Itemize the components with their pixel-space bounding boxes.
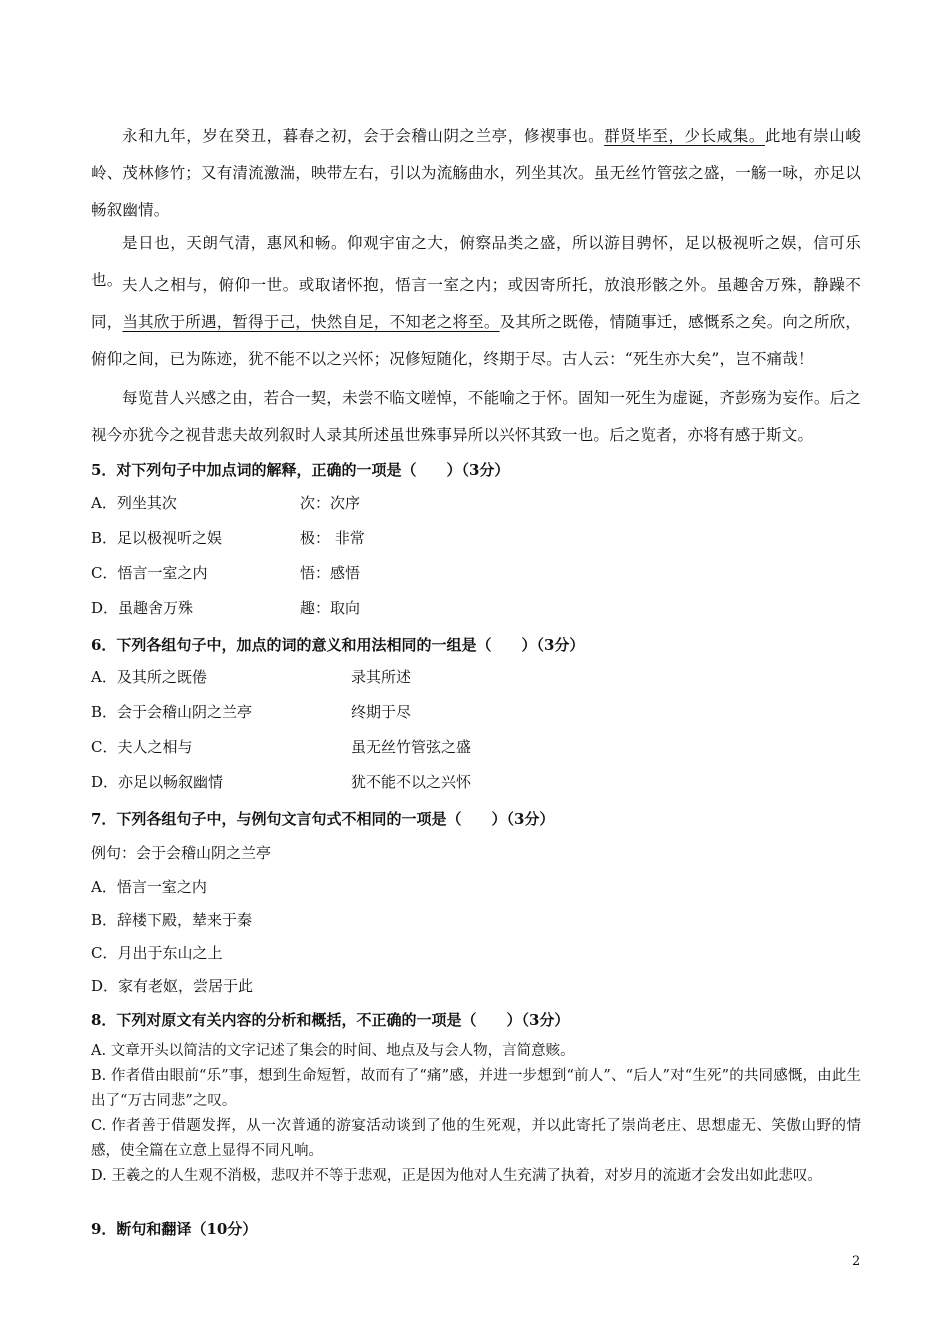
question-6-compare-a: 录其所述 xyxy=(351,668,412,686)
question-5-stem: 5．对下列句子中加点词的解释，正确的一项是（ ）（3分） xyxy=(91,461,510,479)
question-8-stem: 8．下列对原文有关内容的分析和概括，不正确的一项是（ ）（3分） xyxy=(91,1011,570,1029)
question-6-option-d: D．亦足以畅叙幽情 xyxy=(91,773,224,791)
passage-text: 永和九年，岁在癸丑，暮春之初，会于会稽山阴之兰亭，修禊事也。 xyxy=(122,127,605,145)
question-6-stem: 6．下列各组句子中，加点的词的意义和用法相同的一组是（ ）（3分） xyxy=(91,636,585,654)
question-7-stem: 7．下列各组句子中，与例句文言句式不相同的一项是（ ）（3分） xyxy=(91,810,555,828)
question-6-compare-d: 犹不能不以之兴怀 xyxy=(351,773,472,791)
passage-text: 此地有崇山峻岭、茂林修竹；又有清流激湍，映带左右，引以为流觞曲水，列坐其次。虽无丝竹管弦之盛，一觞一咏，亦足以畅叙幽情。 xyxy=(91,127,861,219)
question-6-compare-b: 终期于尽 xyxy=(351,703,412,721)
question-5-option-d: D．虽趣舍万殊 xyxy=(91,599,194,617)
passage-text: 夫人之相与，俯仰一世。或取诸怀抱，悟言一室之内；或因寄所托，放浪形骸之外。虽趣舍万殊，静躁不同， xyxy=(91,276,861,331)
question-7-option-a: A．悟言一室之内 xyxy=(91,878,207,896)
passage-paragraph-1 xyxy=(91,118,861,229)
question-5-option-c: C．悟言一室之内 xyxy=(91,564,208,582)
question-7-option-c: C．月出于东山之上 xyxy=(91,944,223,962)
question-6-option-a: A．及其所之既倦 xyxy=(91,668,207,686)
question-8-option-a: A. 文章开头以简洁的文字记述了集会的时间、地点及与会人物，言简意赅。 xyxy=(91,1043,575,1059)
question-7-option-d: D．家有老妪，尝居于此 xyxy=(91,977,254,995)
question-9-stem: 9．断句和翻译（10分） xyxy=(91,1220,258,1238)
question-8-option-c: C. 作者善于借题发挥，从一次普通的游宴活动谈到了他的生死观，并以此寄托了崇尚老庄、思想虚无、笑傲山野的情感，使全篇在立意上显得不同凡响。 xyxy=(91,1118,861,1159)
question-6-compare-c: 虽无丝竹管弦之盛 xyxy=(351,738,472,756)
passage-text: 及其所之既倦，情随事迁，感慨系之矣。向之所欣，俯仰之间，已为陈迹，犹不能不以之兴怀；况修短随化，终期于尽。古人云：“死生亦大矣”，岂不痛哉！ xyxy=(91,313,861,368)
passage-paragraph-4: 每览昔人兴感之由，若合一契，未尝不临文嗟悼，不能喻之于怀。固知一死生为虚诞，齐彭殇为妄作。后之视今亦犹今之视昔悲夫故列叙时人录其所述虽世殊事异所以兴怀其致一也。后之览者，亦将有感于斯文。 xyxy=(91,389,861,444)
question-5-gloss-c: 悟：感悟 xyxy=(300,564,361,582)
question-5-gloss-a: 次：次序 xyxy=(300,494,361,512)
page-number: 2 xyxy=(852,1254,861,1269)
passage-paragraph-3 xyxy=(91,267,861,378)
question-8-option-d: D. 王羲之的人生观不消极，悲叹并不等于悲观，正是因为他对人生充满了执着，对岁月的流逝才会发出如此悲叹。 xyxy=(91,1168,822,1184)
question-7-example: 例句：会于会稽山阴之兰亭 xyxy=(91,844,272,862)
question-5-gloss-b: 极： 非常 xyxy=(300,529,365,547)
question-8-option-b: B. 作者借由眼前“乐”事，想到生命短暂，故而有了“痛”感，并进一步想到“前人”、“后人”对“生死”的共同感慨，由此生出了“万古同悲”之叹。 xyxy=(91,1068,861,1109)
underlined-sentence: 当其欣于所遇，暂得于己，快然自足，不知老之将至。 xyxy=(122,313,500,331)
question-5-gloss-d: 趣：取向 xyxy=(300,599,361,617)
question-7-option-b: B．辞楼下殿，辇来于秦 xyxy=(91,911,253,929)
underlined-sentence: 群贤毕至，少长咸集。 xyxy=(604,127,765,145)
question-5-option-a: A．列坐其次 xyxy=(91,494,177,512)
question-8-options xyxy=(91,1039,861,1189)
question-6-option-b: B．会于会稽山阴之兰亭 xyxy=(91,703,253,721)
passage-paragraph-2: 是日也，天朗气清，惠风和畅。仰观宇宙之大，俯察品类之盛，所以游目骋怀，足以极视听之娱，信可乐也。 xyxy=(91,234,861,289)
question-5-option-b: B．足以极视听之娱 xyxy=(91,529,223,547)
question-6-option-c: C．夫人之相与 xyxy=(91,738,193,756)
